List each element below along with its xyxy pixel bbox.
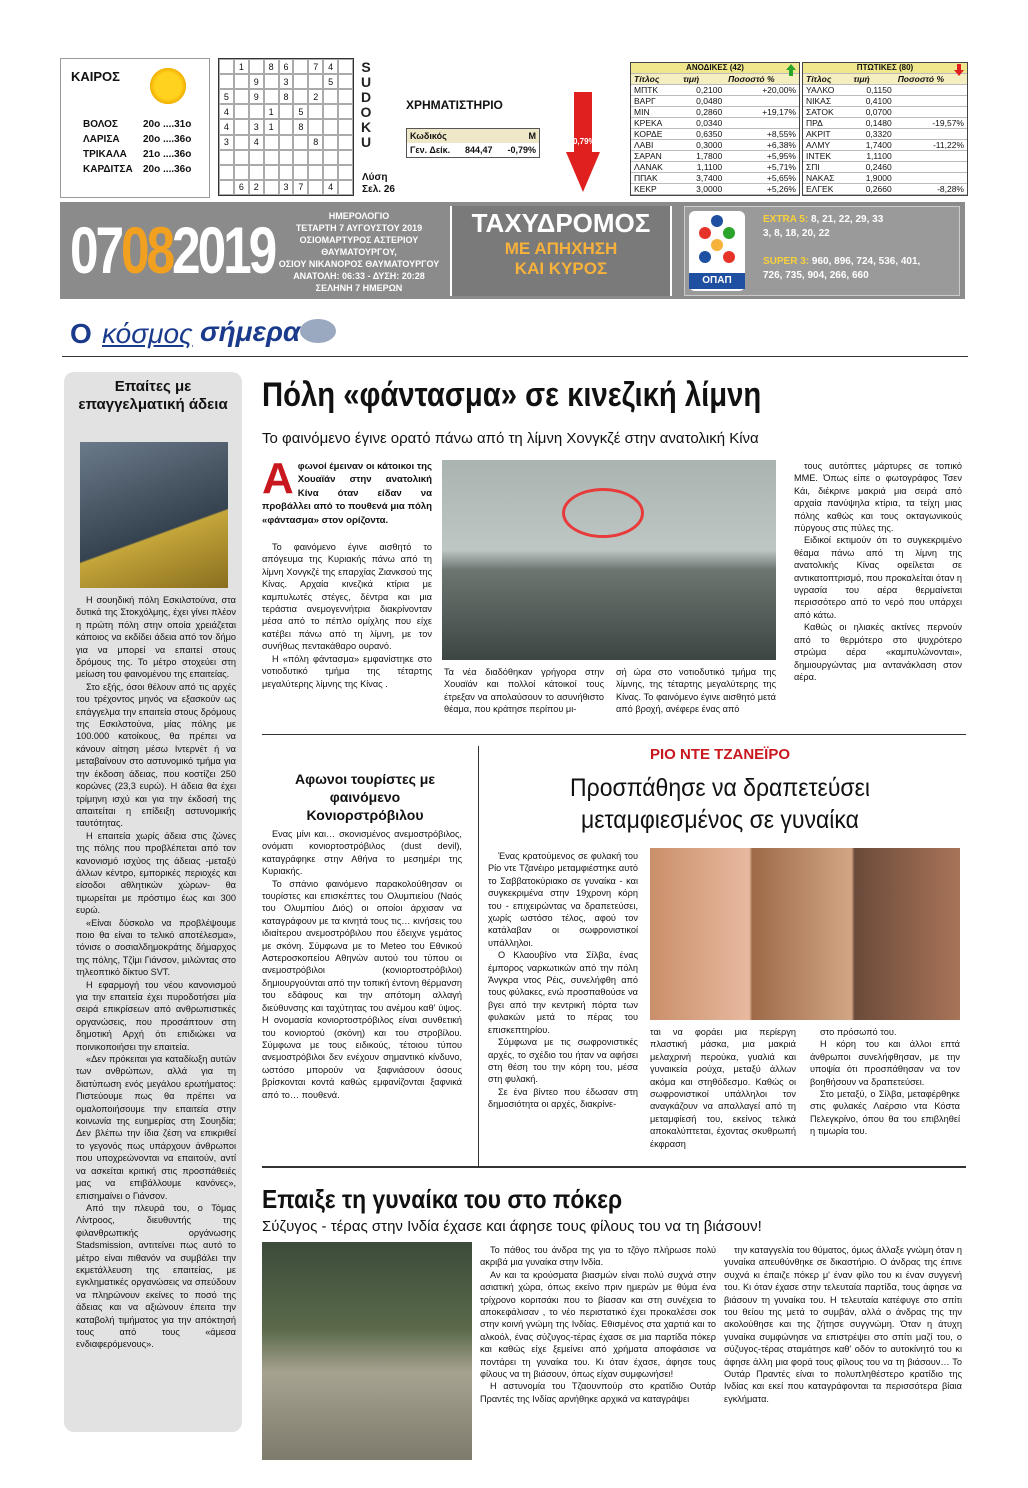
sudoku-cell: 7 [308,59,323,74]
sudoku-cell [234,74,249,89]
sudoku-cell [323,165,338,180]
sudoku-cell [308,104,323,119]
gainers-title: ΑΝΟΔΙΚΕΣ (42) [631,63,799,73]
sudoku-cell [234,104,249,119]
paragraph: Η κόρη του και άλλοι επτά άνθρωποι συνελήφθησαν, με την υποψία ότι προσπάθησαν να τον βοηθήσουν να δραπετεύσει. [810,1039,960,1087]
m-label: M [528,131,536,141]
stock-row: ΛΑΝΑΚ 1,1100 +5,71% [631,161,799,172]
super3-numbers: 960, 896, 724, 536, 401, [811,256,921,267]
sudoku-cell: 2 [308,89,323,104]
index-change: -0,79% [507,145,536,155]
paragraph: Η «πόλη φάντασμα» εμφανίστηκε στο νοτιοδυτικό τμήμα της τέταρτης μεγαλύτερης λίμνης της Κίνας . [262,653,432,689]
story1-subtitle: Το φαινόμενο έγινε ορατό πάνω από τη λίμνη Χονγκζέ στην ανατολική Κίνα [262,430,759,447]
stock-row: ΝΙΚΑΣ 0,4100 [803,95,967,106]
sudoku-cell [323,119,338,134]
extra5-label: EXTRA 5: [763,214,809,225]
paragraph: Το σπάνιο φαινόμενο παρακολούθησαν οι τουρίστες και επισκέπτες του Ολυμπιείου (Ναός του Ολυμπίου Διός) οι οποίοι άρχισαν να καταγράφουν με τα κινητά τους τις… κινήσεις του ιδιαίτερου ανεμοστρόβιλου που έδειχνε γεμάτος με σκόνη. Σύμφωνα με το Meteo του Εθνικού Αστεροσκοπείου Αθηνών αυτού του τύπου οι ανεμοστρόβιλοι (κονιορτοστρόβιλοι) δημιουργούνται από την τοπική έντονη θέρμανση του εδάφους και την απότομη αλλαγή διεύθυνσης και ταχύτητας του ανέμου καθ' ύψος. Η ονομασία κονιορτοστρόβιλος είναι συνθετική του κονιορτού (σκόνη) και του στροβίλου. Σύμφωνα με τους ειδικούς, τέτοιου τύπου ανεμοστρόβιλοι δεν ενέχουν σημαντικό κίνδυνο, ωστόσο μπορούν να ξαφνιάσουν όσους βρίσκονται κοντά καθώς εμφανίζονται ξαφνικά από το… πουθενά. [262,878,462,1100]
sudoku-cell [264,165,279,180]
drop-cap: Α [262,454,294,503]
sudoku-cell [279,104,294,119]
sudoku-cell: 5 [323,74,338,89]
sudoku-cell: 5 [219,89,234,104]
story1-col2: Τα νέα διαδόθηκαν γρήγορα στην Χουαϊάν και πολλοί κάτοικοί τους έτρεξαν να απολαύσουν το ασυνήθιστο θέαμα, που κράτησε περίπου μι- [444,667,604,715]
sudoku-cell: 3 [249,119,264,134]
sudoku-cell [219,165,234,180]
sudoku-cell [308,180,323,195]
sudoku-cell: 6 [279,59,294,74]
extra5-numbers: 8, 21, 22, 29, 33 [810,214,884,225]
paragraph: Ο Κλαουβίνο ντα Σίλβα, ένας έμπορος ναρκωτικών από την πόλη Άνγκρα ντος Ρέις, συνελήφθη από τους φύλακες, ενώ προσπαθούσε να βγει από την κεντρική πόρτα των φυλακών μετά το πέρας του επισκεπτηρίου. [488,950,638,1035]
sudoku-cell [234,119,249,134]
story4-col1 [480,1244,716,1405]
sudoku-cell [323,104,338,119]
story3-col1 [488,850,638,1111]
story4-subtitle: Σύζυγος - τέρας στην Ινδία έχασε και άφησε τους φίλους του να τη βιάσουν! [262,1218,762,1235]
sudoku-cell: 1 [264,104,279,119]
sudoku-cell: 1 [264,119,279,134]
sudoku-cell: 3 [279,180,294,195]
sudoku-cell [264,180,279,195]
ghost-city-photo [442,460,776,660]
sudoku-cell [234,165,249,180]
paragraph: Ειδικοί εκτιμούν ότι το συγκεκριμένο θέαμα πάνω από τη λίμνη της ανατολικής Κίνας οφείλεται σε αντικατοπτρισμό, που προκαλείται όταν η υγρασία του αέρα θερμαίνεται περισσότερο από το νερό που υπάρχει από κάτω. [794,535,962,620]
stock-row: ΕΛΓΕΚ 0,2660 -8,28% [803,183,967,194]
paragraph: Το πάθος του άνδρα της για το τζόγο πλήρωσε πολύ ακριβά μια γυναίκα στην Ινδία. [480,1245,716,1268]
stock-row: ΥΑΛΚΟ 0,1150 [803,84,967,95]
paragraph: «Δεν πρόκειται για καταδίωξη αυτών των ανθρώπων, αλλά για τη διατύπωση ενός μεγάλου ερωτήματος: Πιστεύουμε πως θα πρέπει να ομαλοποιήσουμε την επαιτεία στην κοινωνία της ευημερίας στη Σουηδία; Δεν βλέπω την ίδια ζέση να επικριθεί το γεγονός πως υπάρχουν άνθρωποι που υποχρεώνονται να επαιτούν, αντί να ασκείται κριτική στις προσπάθειές μας να επιβάλλουμε κανόνες», επισημαίνει ο Γιάνσον. [76,1054,236,1201]
sudoku-cell [293,74,308,89]
index-name: Γεν. Δείκ. [410,145,451,155]
sudoku-cell [338,119,353,134]
paragraph: Η επαιτεία χωρίς άδεια στις ζώνες της πόλης που προβλέπεται από τον κανονισμό ισχύος της άδειας -μεταξύ άλλων κέντρο, εμπορικές περιοχές και είσοδοι αθλητικών χώρων- θα τιμωρείται με πρόστιμο έως και 300 ευρώ. [76,830,236,916]
paragraph: Από την πλευρά του, ο Τόμας Λίντροος, διευθυντής της φιλανθρωπικής οργάνωσης Stadsmission, αντιτείνει πως αυτό το μέτρο είναι πιθανόν να συμβάλει την εκμετάλλευση της επαιτείας, με εγκληματικές οργανώσεις να σπεύδουν να πληρώνουν εκείνες το ποσό της άδειας και να αξιώνουν έπειτα την καταβολή τιμήματος για την απόκτησή τους από τους «άμεσα ενδιαφερόμενους». [76,1202,236,1350]
stock-row: ΚΕΚΡ 3,0000 +5,26% [631,183,799,194]
world-map-icon [298,316,338,346]
stock-row: ΣΑΡΑΝ 1,7800 +5,95% [631,150,799,161]
sudoku-cell [264,150,279,165]
sudoku-cell [219,150,234,165]
disguise-photo [650,848,960,1020]
market-title: ΧΡΗΜΑΤΙΣΤΗΡΙΟ [406,98,503,112]
gainers-table: ΑΝΟΔΙΚΕΣ (42) Τίτλος τιμή Ποσοστό % ΜΠΤΚ 0,2100 +20,00% ΒΑΡΓ 0,0480 ΜΙΝ 0,2860 +19,17% ΚΡΕΚΑ 0,0340 ΚΟΡΔΕ 0,6350 +8,55% ΛΑΒΙ 0,3000 +6,38% ΣΑΡΑΝ 1,7800 +5,95% ΛΑΝΑΚ 1,1100 +5,71% ΠΠΑΚ 3,7400 +5,65% ΚΕΚΡ 3,0000 +5,26% [630,62,800,196]
sudoku-cell [338,150,353,165]
stock-row: ΚΟΡΔΕ 0,6350 +8,55% [631,128,799,139]
paragraph: Σύμφωνα με τις σωφρονιστικές αρχές, το σχέδιο του ήταν να αφήσει στη θέση του την κόρη του, μέσα στη φυλακή. [488,1037,638,1085]
arrow-label: -0,79% [570,137,596,146]
paragraph: Το φαινόμενο έγινε αισθητό το απόγευμα της Κυριακής πάνω από τη λίμνη Χονγκζέ της επαρχίας Ζιανκσού της Κίνας. Αρχαία κινεζικά κτίρια με καμπυλωτές στέγες, δέντρα και μια τεράστια ανεμογεννήτρια διακρίνονταν μέσα από το πέπλο ομίχλης που είχε κατέβει πάνω από τη λίμνη, με τον συνήθως πεντακάθαρο ουρανό. [262,542,432,652]
sudoku-cell [308,74,323,89]
stock-row: ΣΠΙ 0,2460 [803,161,967,172]
stock-row: ΛΑΒΙ 0,3000 +6,38% [631,139,799,150]
opap-results [684,206,960,296]
paragraph: την καταγγελία του θύματος, όμως άλλαξε γνώμη όταν η γυναίκα απευθύνθηκε σε δικαστήριο. Ο άνδρας της έπινε συχνά κι έπαιζε πόκερ μ' έναν φίλο του κι έναν συγγενή του. Κι όταν έχασε στην τελευταία παρτίδα, τους άφησε να βιάσουν τη γυναίκα του. Η τελευταία κατέφυγε στο σπίτι του θείου της μετά το συμβάν, αλλά ο άνδρας της την ακολούθησε και της ζήτησε συγγνώμη. Όταν η άτυχη γυναίκα συμφώνησε να επιστρέψει στο σπίτι μαζί του, ο σύζυγος-τέρας σταμάτησε καθ' οδόν το αυτοκίνητό του κι άφησε άλλη μια φορά τους φίλους του να τη βιάσουν… Το Ουτάρ Πραντές είναι το πολυπληθέστερο κρατίδιο της Ινδίας και εκεί που καταγράφονται τα περισσότερα βίαια εγκλήματα. [724,1245,962,1404]
divider [478,746,479,1166]
sudoku-cell [219,74,234,89]
paragraph: Η εφαρμογή του νέου κανονισμού για την επαιτεία έχει πυροδοτήσει μία σειρά επικρίσεων από ανθρωπιστικές οργανώσεις, που προσάπτουν στη δημοτική Αρχή ότι επιδιώκει να ποινικοποιήσει την επαιτεία. [76,979,236,1052]
story1-col1: Αφωνοί έμειναν οι κάτοικοι της Χουαϊάν στην ανατολική Κίνα όταν είδαν να προβάλλει από το πουθενά μια πόλη «φάντασμα» στον ορίζοντα. Το φαινόμενο έγινε αισθητό το απόγευμα της Κυριακής πάνω από τη λίμνη Χονγκζέ της επαρχίας Ζιανκσού της Κίνας. Αρχαία κινεζικά κτίρια με καμπυλωτές στέγες, δέντρα και μια τεράστια ανεμογεννήτρια διακρίνονταν μέσα από το πέπλο ομίχλης που είχε κατέβει πάνω από τη λίμνη, με τον συνήθως πεντακάθαρο ουρανό. Η «πόλη φάντασμα» εμφανίστηκε στο νοτιοδυτικό τμήμα της τέταρτης μεγαλύτερης λίμνης της Κίνας . [262,454,432,689]
sudoku-cell: 8 [293,119,308,134]
story3-col2: ται να φοράει μια περίεργη πλαστική μάσκα, μια μακριά μελαχρινή περούκα, γυαλιά και γυναικεία ρούχα, μεταξύ άλλων ακόμα και στηθόδεσμο. Καθώς οι σωφρονιστικοί υπάλληλοι τον αναγκάζουν να απαλλαγεί από τη μεταμφίεσή του, εκείνος τελικά αποκαλύπτεται, έχοντας σκυθρωπή έκφραση [650,1027,796,1149]
story4-headline: Επαιξε τη γυναίκα του στο πόκερ [262,1184,623,1214]
paragraph: Η σουηδική πόλη Εσκιλστούνα, στα δυτικά της Στοκχόλμης, έχει γίνει πλέον η πρώτη πόλη στην οποία χρειάζεται κάποιος να εκδίδει άδεια από τον δήμο για να μπορεί να επαιτεί στους δρόμους της. Το μέτρο στοχεύει στη μείωση του φαινομένου της επαιτείας. [76,595,236,680]
sudoku-cell [279,150,294,165]
sudoku-cell: 4 [219,104,234,119]
stock-row: ΜΠΤΚ 0,2100 +20,00% [631,84,799,95]
paragraph: Στο εξής, όσοι θέλουν από τις αρχές του τρέχοντος μηνός να εξασκούν ως επάγγελμα την επαιτεία στους δρόμους της Εσκιλστούνα, μίας πόλης με 100.000 κατοίκους, θα πρέπει να κάνουν αίτηση μέσω Ιντερνέτ ή να μεταβαίνουν στο αστυνομικό τμήμα για την έκδοση άδειας, που κοστίζει 250 κορώνες (23,3 ευρώ). Η άδεια θα έχει τρίμηνη ισχύ και για την έκδοσή της απαιτείται η επίδειξη αστυνομικής ταυτότητας. [76,681,236,829]
sun-icon [145,63,191,109]
sudoku-solution-note: Λύση Σελ. 26 [362,172,395,195]
super3-label: SUPER 3: [763,256,810,267]
sudoku-cell [264,135,279,150]
story1-col4 [794,460,962,683]
sudoku-cell [279,165,294,180]
stock-row: ΙΝΤΕΚ 1,1100 [803,150,967,161]
weather-row: ΤΡΙΚΑΛΑ 21ο ....36ο [83,149,192,160]
sudoku-cell [323,150,338,165]
sudoku-cell [293,59,308,74]
paragraph: τους αυτόπτες μάρτυρες σε τοπικό ΜΜΕ. Όπως είπε ο φωτογράφος Τσεν Κάι, διέκρινε μακριά μια σειρά από αρχαία πανύψηλα κτίρια, τα τείχη μιας πόλης καθώς και τους οκταγωνικούς πύργους στις πύλες της. [794,461,962,534]
story3-headline: Προσπάθησε να δραπετεύσει μεταμφιεσμένος σε γυναίκα [570,774,870,834]
losers-table: ΠΤΩΤΙΚΕΣ (80) Τίτλος τιμή Ποσοστό % ΥΑΛΚΟ 0,1150 ΝΙΚΑΣ 0,4100 ΣΑΤΟΚ 0,0700 ΠΡΔ 0,1480 -19,57% ΑΚΡΙΤ 0,3320 ΑΛΜΥ 1,7400 -11,22% ΙΝΤΕΚ 1,1100 ΣΠΙ 0,2460 ΝΑΚΑΣ 1,9000 ΕΛΓΕΚ 0,2660 -8,28% [802,62,968,196]
paragraph: στο πρόσωπό του. [820,1027,897,1037]
sudoku-cell [264,89,279,104]
highlight-circle [562,488,644,538]
sudoku-cell [308,150,323,165]
sudoku-cell: 4 [323,180,338,195]
code-label: Κωδικός [410,131,447,141]
sudoku-cell: 2 [249,180,264,195]
losers-title: ΠΤΩΤΙΚΕΣ (80) [803,63,967,73]
sudoku-cell: 5 [293,104,308,119]
sudoku-cell: 9 [249,89,264,104]
sudoku-cell: 4 [323,59,338,74]
sidebar-text [76,594,236,1351]
paragraph: Καθώς οι ηλιακές ακτίνες περνούν από το θερμότερο στο ψυχρότερο στρώμα αέρα «καμπυλώνονται», δημιουργώντας μια αντανάκλαση στον αέρα. [794,622,962,682]
sudoku-cell [249,165,264,180]
sudoku-cell [338,89,353,104]
sidebar-story [64,372,242,1432]
sudoku-cell [338,74,353,89]
general-index-box [406,128,540,158]
sudoku-cell [323,89,338,104]
sudoku-grid [218,58,354,196]
sudoku-cell [323,135,338,150]
sudoku-cell [234,89,249,104]
sudoku-cell: 3 [279,74,294,89]
story3-col3 [810,1026,960,1138]
sudoku-cell [249,59,264,74]
down-small-arrow-icon [954,64,964,76]
sudoku-cell [279,119,294,134]
sudoku-cell: 9 [249,74,264,89]
super3-numbers-2: 726, 735, 904, 266, 660 [763,270,869,281]
paragraph: Αν και τα κρούσματα βιασμών είναι πολύ συχνά στην ασιατική χώρα, όπως εκείνο πριν ημερών με θύμα ένα τρίχρονο κοριτσάκι που το βίασαν και στη συνέχεια το αποκεφάλισαν , το νέο περιστατικό έχει προκαλέσει σοκ στην κοινή γνώμη της Ινδίας. Εθισμένος στα χαρτιά και το αλκοόλ, ένας σύζυγος-τέρας έχασε σε μια παρτίδα πόκερ και καθώς είχε ξεμείνει από χρήματα αποφάσισε να ποντάρει τη γυναίκα του. Κι όταν έχασε, άφησε τους φίλους να τη βιάσουν, όπως είχαν συμφωνήσει! [480,1269,716,1380]
down-arrow-icon [566,92,600,192]
sudoku-cell: 1 [234,59,249,74]
divider [262,1166,966,1168]
sudoku-cell [338,135,353,150]
divider [262,734,966,735]
weather-box [60,58,210,198]
paragraph: Ενας μίνι και… σκονισμένος ανεμοστρόβιλος, ονόματι κονιορτοστρόβιλος (dust devil), καταγράφηκε στην Αθήνα το μεσημέρι της Κυριακής. [262,829,462,877]
paragraph: Η αστυνομία του Τζαουνπούρ στο κρατίδιο Ουτάρ Πραντές της Ινδίας αρνήθηκε αρχικά να καταγράψει [480,1381,716,1404]
weather-row: ΛΑΡΙΣΑ 20ο ....36ο [83,134,192,145]
sudoku-cell: 6 [234,180,249,195]
sudoku-cell [249,150,264,165]
stock-row: ΠΠΑΚ 3,7400 +5,65% [631,172,799,183]
opap-logo: ΟΠΑΠ [689,211,745,291]
sudoku-cell [264,74,279,89]
sidebar-title: Επαίτες με επαγγελματική άδεια [78,378,228,413]
sudoku-cell: 8 [279,89,294,104]
up-arrow-icon [786,64,796,76]
stock-row: ΒΑΡΓ 0,0480 [631,95,799,106]
paragraph: «Είναι δύσκολο να προβλέψουμε ποιο θα είναι το τελικό αποτέλεσμα», τόνισε ο σοσιαλδημοκράτης δήμαρχος της πόλης, Τζίμι Γιάνσον, μιλώντας στο τηλεοπτικό δίκτυο SVT. [76,917,236,978]
weather-title: ΚΑΙΡΟΣ [71,69,120,84]
sudoku-cell [338,59,353,74]
sudoku-cell [338,165,353,180]
sudoku-cell [293,150,308,165]
story2-text [262,828,462,1101]
sudoku-cell [308,119,323,134]
stock-row: ΣΑΤΟΚ 0,0700 [803,106,967,117]
story1-headline: Πόλη «φάντασμα» σε κινεζική λίμνη [262,376,762,414]
story3-kicker: ΡΙΟ ΝΤΕ ΤΖΑΝΕΪΡΟ [650,746,791,763]
india-police-photo [262,1242,472,1460]
section-header: Ο κόσμος σήμερα [62,316,332,356]
sudoku-cell: 4 [219,119,234,134]
sudoku-cell: 8 [308,135,323,150]
sudoku-cell: 7 [293,180,308,195]
stock-row: ΑΛΜΥ 1,7400 -11,22% [803,139,967,150]
sudoku-cell [338,180,353,195]
weather-row: ΚΑΡΔΙΤΣΑ 20ο ....36ο [83,164,192,175]
sudoku-cell [279,135,294,150]
sudoku-cell [293,89,308,104]
taxydromos-slogan: ΤΑΧΥΔΡΟΜΟΣ ΜΕ ΑΠΗΧΗΣΗ ΚΑΙ ΚΥΡΟΣ [450,206,672,296]
paragraph: Σε ένα βίντεο που έδωσαν στη δημοσιότητα οι αρχές, διακρίνε- [488,1086,638,1110]
story4-col2 [724,1244,962,1405]
sudoku-cell [249,104,264,119]
paragraph: Ένας κρατούμενος σε φυλακή του Ρίο ντε Τζανέιρο μεταμφιέστηκε αυτό το Σαββατοκύριακο σε γυναίκα - και συγκεκριμένα στην 19χρονη κόρη του - επιχειρώντας να δραπετεύσει, χωρίς ωστόσο τέλος, αφού τον κατάλαβαν οι σωφρονιστικοί υπάλληλοι. [488,851,638,948]
sudoku-cell: 3 [219,135,234,150]
sudoku-cell: 8 [264,59,279,74]
story2-headline: Αφωνοι τουρίστες με φαινόμενο Κονιορστρόβιλου [294,771,436,823]
sudoku-cell [308,165,323,180]
stock-row: ΑΚΡΙΤ 0,3320 [803,128,967,139]
index-value: 844,47 [465,145,493,155]
stock-row: ΜΙΝ 0,2860 +19,17% [631,106,799,117]
divider [62,356,968,357]
sudoku-cell [338,104,353,119]
sudoku-cell [293,135,308,150]
extra5-numbers-2: 3, 8, 18, 20, 22 [763,228,830,239]
sudoku-cell [293,165,308,180]
sudoku-cell [219,59,234,74]
big-date: 07082019 [70,213,275,287]
sudoku-cell [234,135,249,150]
stock-row: ΚΡΕΚΑ 0,0340 [631,117,799,128]
sudoku-label: S U D O K U [360,59,372,150]
stock-row: ΝΑΚΑΣ 1,9000 [803,172,967,183]
stock-row: ΠΡΔ 0,1480 -19,57% [803,117,967,128]
calendar-info: ΗΜΕΡΟΛΟΓΙΟ ΤΕΤΑΡΤΗ 7 ΑΥΓΟΥΣΤΟΥ 2019 ΟΣΙΟΜΑΡΤΥΡΟΣ ΑΣΤΕΡΙΟΥ ΘΑΥΜΑΤΟΥΡΓΟΥ, ΟΣΙΟΥ ΝΙΚΑΝΟΡΟΣ ΘΑΥΜΑΤΟΥΡΓΟΥ ΑΝΑΤΟΛΗ: 06:33 - ΔΥΣΗ: 20:28 ΣΕΛΗΝΗ 7 ΗΜΕΡΩΝ [278,211,440,293]
sudoku-cell: 4 [249,135,264,150]
sudoku-cell [234,150,249,165]
sudoku-cell [219,180,234,195]
paragraph: Στο μεταξύ, ο Σίλβα, μεταφέρθηκε στις φυλακές Λαέρσιο ντα Κόστα Πελεγκρίνο, όπου θα του επιβληθεί η τιμωρία του. [810,1089,960,1137]
opap-logo-icon [689,211,745,271]
beggar-photo [80,442,228,588]
story1-col3: σή ώρα στο νοτιοδυτικό τμήμα της λίμνης, της τέταρτης μεγαλύτερης της Κίνας. Το φαινόμενο έγινε αισθητό μετά από βροχή, ανέφερε ένας από [616,667,776,715]
weather-row: ΒΟΛΟΣ 20ο ....31ο [83,119,192,130]
